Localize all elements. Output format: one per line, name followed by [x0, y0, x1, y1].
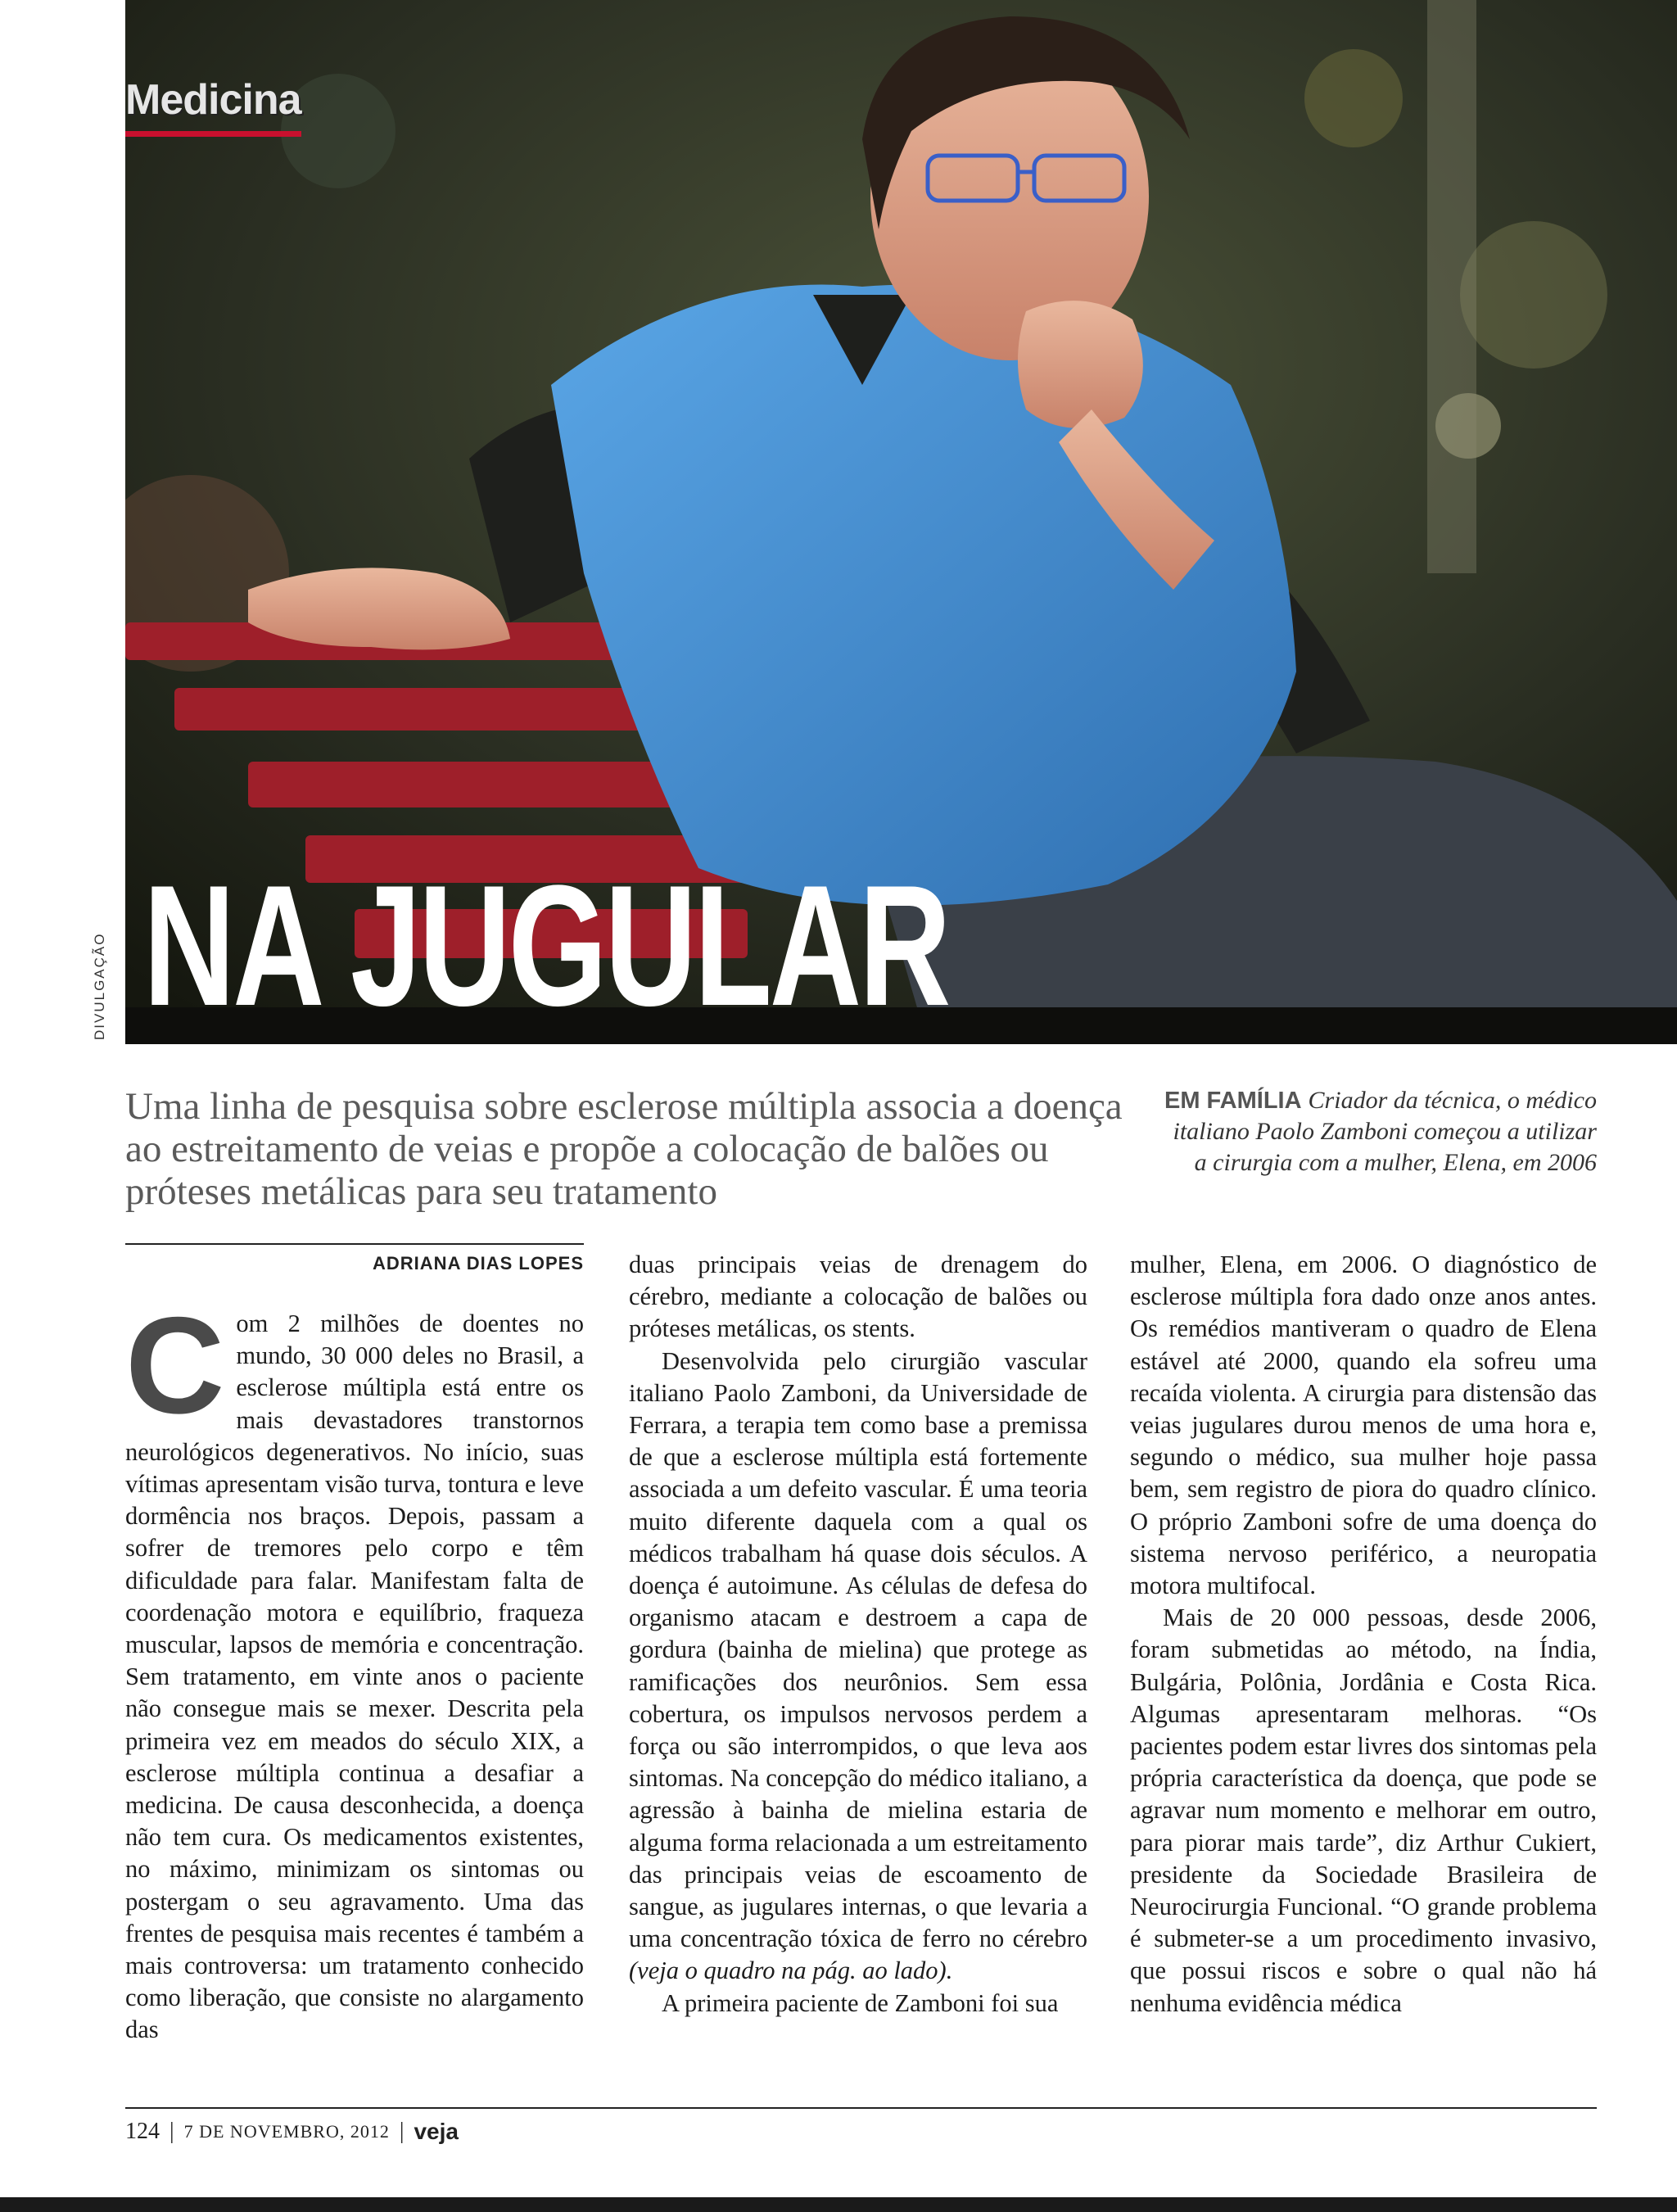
article-paragraph: duas principais veias de drenagem do cérebro, mediante a colocação de balões ou próteses metálicas, os stents.: [629, 1251, 1087, 1343]
hero-photo: [125, 0, 1677, 1044]
footer-rule: [125, 2107, 1597, 2109]
bottom-band: [0, 2197, 1677, 2212]
article-column-2: [629, 1249, 1087, 2020]
article-column-3: [1130, 1249, 1597, 2020]
photo-caption: [1163, 1085, 1597, 1178]
photo-credit: DIVULGAÇÃO: [92, 932, 107, 1040]
caption-label: EM FAMÍLIA: [1164, 1088, 1302, 1114]
dek-subtitle: Uma linha de pesquisa sobre esclerose múltipla associa a doença ao estreitamento de veias e propõe a colocação de balões ou próteses metálicas para seu tratamento: [125, 1085, 1123, 1213]
article-paragraph: Mais de 20 000 pessoas, desde 2006, foram submetidas ao método, na Índia, Bulgária, Polônia, Jordânia e Costa Rica. Algumas apresentaram melhoras. “Os pacientes podem estar livres dos sintomas pela própria característica da doença, que pode se agravar num momento e melhorar em outro, para piorar mais tarde”, diz Arthur Cukiert, presidente da Sociedade Brasileira de Neurocirurgia Funcional. “O grande problema é submeter-se a um procedimento invasivo, que possui riscos e sobre o qual não há nenhuma evidência médica: [1130, 1604, 1597, 2017]
caption-text: Criador da técnica, o médico italiano Paolo Zamboni começou a utilizar a cirurgia com a mulher, Elena, em 2006: [1173, 1087, 1597, 1176]
byline-rule: [125, 1243, 584, 1245]
footer-separator: |: [170, 2119, 174, 2144]
article-paragraph: A primeira paciente de Zamboni foi sua: [662, 1988, 1059, 2017]
footer-separator: |: [399, 2119, 405, 2144]
article-column-1: [125, 1288, 584, 2047]
paragraph-text: om 2 milhões de doentes no mundo, 30 000 deles no Brasil, a esclerose múltipla está entre os mais devastadores transtornos neurológicos degenerativos. No início, suas vítimas apresentam visão turva, tontura e leve dormência nos braços. Depois, passam a sofrer de tremores pelo corpo e têm dificuldade para falar. Manifestam falta de coordenação motora e equilíbrio, fraqueza muscular, lapsos de memória e concentração. Sem tratamento, em vinte anos o paciente não consegue mais se mexer. Descrita pela primeira vez em meados do século XIX, a esclerose múltipla continua a desafiar a medicina. De causa desconhecida, a doença não tem cura. Os medicamentos existentes, no máximo, minimizam os sintomas ou postergam o seu agravamento. Uma das frentes de pesquisa mais recentes é também a mais controversa: um tratamento conhecido como liberação, que consiste no alargamento das: [125, 1310, 584, 2044]
article-paragraph: mulher, Elena, em 2006. O diagnóstico de esclerose múltipla fora dado onze anos antes. Os remédios mantiveram o quadro de Elena estável até 2000, quando ela sofreu uma recaída violenta. A cirurgia para distensão das veias jugulares durou menos de uma hora e, segundo o médico, sua mulher hoje passa bem, sem registro de piora do quadro clínico. O próprio Zamboni sofre de uma doença do sistema nervoso periférico, a neuropatia motora multifocal.: [1130, 1251, 1597, 1600]
article-paragraph: [125, 1288, 584, 2047]
article-paragraph: [629, 1346, 1087, 1988]
magazine-brand: veja: [414, 2119, 459, 2144]
paragraph-text: Desenvolvida pelo cirurgião vascular italiano Paolo Zamboni, da Universidade de Ferrara, a terapia tem como base a premissa de que a esclerose múltipla está fortemente associada a um defeito vascular. É uma teoria muito diferente daquela com a qual os médicos trabalham há quase dois séculos. A doença é autoimune. As células de defesa do organismo atacam e destroem a capa de gordura (bainha de mielina) que protege as ramificações dos neurônios. Sem essa cobertura, os impulsos nervosos perdem a força ou são interrompidos, o que leva aos sintomas. Na concepção do médico italiano, a agressão à bainha de mielina estaria de alguma forma relacionada a um estreitamento das principais veias de escoamento de sangue, as jugulares internas, o que levaria a uma concentração tóxica de ferro no cérebro: [629, 1346, 1087, 1953]
headline: NA JUGULAR: [143, 849, 949, 1042]
byline: ADRIANA DIAS LOPES: [373, 1253, 584, 1273]
page-footer: [125, 2119, 459, 2145]
page-number: 124: [125, 2119, 160, 2144]
issue-date: 7 DE NOVEMBRO, 2012: [183, 2121, 390, 2142]
drop-cap: C: [125, 1288, 225, 1442]
section-label: Medicina: [125, 75, 301, 137]
cross-reference: (veja o quadro na pág. ao lado).: [629, 1956, 953, 1985]
